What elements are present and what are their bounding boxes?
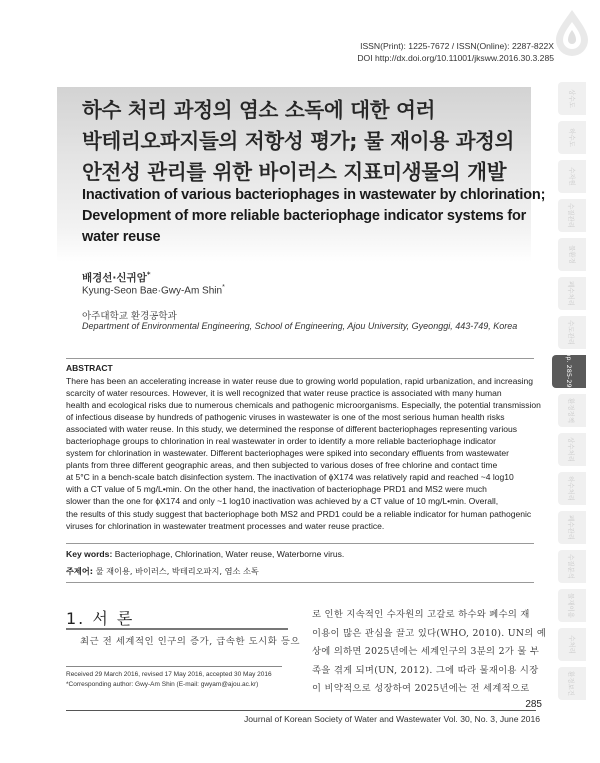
- received-dates: Received 29 March 2016, revised 17 May 2016, accepted 30 May 2016: [66, 671, 272, 678]
- sidebar-tab[interactable]: 수처리: [558, 628, 586, 661]
- author-names-english: Kyung-Seon Bae·Gwy-Am Shin*: [82, 284, 225, 297]
- affiliation-english: Department of Environmental Engineering, School of Engineering, Ajou University, Gyeonggi, 443-749, Korea: [82, 321, 518, 331]
- footnote-divider: [66, 666, 282, 667]
- body-text-right: 로 인한 지속적인 수자원의 고갈로 하수와 폐수의 재 이용이 많은 관심을 끌고 있다(WHO, 2010). UN의 예 상에 의하면 2025년에는 세계인구의 3분의 2가 물 부 족을 겪게 되며(UN, 2012). 그에 따라 물재이용 시장 이 비약적으로 성장하여 2025년에는 전 세계적으로: [312, 609, 547, 694]
- issn-text: ISSN(Print): 1225-7672 / ISSN(Online): 2287-822X: [360, 41, 554, 51]
- author-names-korean: 배경선·신귀암*: [82, 270, 151, 284]
- affiliation-korean: 아주대학교 환경공학과: [82, 311, 177, 322]
- sidebar-tab[interactable]: 하수도: [558, 121, 586, 154]
- sidebar-tab[interactable]: 하수처리: [558, 472, 586, 505]
- sidebar-tab-active[interactable]: pp. 285-291: [552, 355, 586, 388]
- sidebar-tab[interactable]: 수질관리: [558, 199, 586, 232]
- sidebar-tab[interactable]: 폐수처리: [558, 277, 586, 310]
- sidebar-tab[interactable]: 상수도: [558, 82, 586, 115]
- doi-link[interactable]: DOI http://dx.doi.org/10.11001/jksww.2016.30.3.285: [357, 53, 554, 63]
- sidebar-tab[interactable]: 환경보건: [558, 667, 586, 700]
- sidebar-tab[interactable]: 상수처리: [558, 433, 586, 466]
- header-meta: [194, 40, 554, 64]
- abstract-body: There has been an accelerating increase in water reuse due to growing world population, rapid urbanization, and increasing scarcity of water resources. However, it is well recognized that water reuse practice is associated with many human health and ecological risks due to numerous chemicals and pathogenic microorganisms. Especially, the potential transmission of infectious disease by hundreds of pathogenic viruses in wastewater is one of the most serious human health risks associated with water reuse. In this study, we determined the response of different bacteriophages representing various bacteriophage groups to chlorination in real wastewater in order to identify a more reliable bacteriophage indicator system for chlorination in wastewater. Different bacteriophages were spiked into secondary effluents from wastewater plants from three different geographic areas, and then subjected to various doses of free chlorine and contact time at 5°C in a bench-scale batch disinfection system. The inactivation of ϕX174 was relatively rapid and reached ~4 log10 with a CT value of 5 mg/L•min. On the other hand, the inactivation of bacteriophage PRD1 and MS2 were much slower than the one for ϕX174 and only ~1 log10 inactivation was achieved by a CT value of 10 mg/L•min. Overall, the results of this study suggest that bacteriophage both MS2 and PRD1 could be a reliable indicator for human pathogenic viruses for chlorination in wastewater treatment processes and water reuse practice.: [66, 376, 541, 531]
- korean-keywords: 주제어: 물 재이용, 바이러스, 박테리오파지, 염소 소독: [66, 566, 259, 576]
- sidebar-tab[interactable]: 수자원: [558, 160, 586, 193]
- footer-divider: [66, 710, 536, 711]
- journal-citation: Journal of Korean Society of Water and Wastewater Vol. 30, No. 3, June 2016: [243, 714, 540, 724]
- section-title: 1. 서 론: [66, 609, 135, 628]
- divider: [66, 358, 534, 359]
- keywords: Key words: Bacteriophage, Chlorination, Water reuse, Waterborne virus.: [66, 549, 345, 559]
- abstract-heading: ABSTRACT: [66, 363, 113, 373]
- sidebar-tab[interactable]: 수질분석: [558, 550, 586, 583]
- english-title: Inactivation of various bacteriophages in wastewater by chlorination; Development of more reliable bacteriophage indicator systems for water reuse: [82, 187, 546, 245]
- page-number: 285: [525, 699, 542, 710]
- korean-title: 하수 처리 과정의 염소 소독에 대한 여러 박테리오파지들의 저항성 평가; 물 재이용 과정의 안전성 관리를 위한 바이러스 지표미생물의 개발: [82, 98, 515, 184]
- sidebar-tab[interactable]: 물환경: [558, 238, 586, 271]
- sidebar-tab[interactable]: 폐수관리: [558, 511, 586, 544]
- journal-logo-icon: [552, 8, 592, 56]
- divider: [66, 543, 534, 544]
- section-underline: [66, 628, 288, 630]
- sidebar-tab[interactable]: 환경정책: [558, 394, 586, 427]
- sidebar-tabs: [558, 82, 586, 712]
- divider: [66, 582, 534, 583]
- sidebar-tab[interactable]: 수도관리: [558, 316, 586, 349]
- footnotes: [66, 670, 296, 690]
- corresponding-author: *Corresponding author: Gwy-Am Shin (E-mail: gwyam@ajou.ac.kr): [66, 681, 259, 688]
- sidebar-tab[interactable]: 물재이용: [558, 589, 586, 622]
- body-text-left: 최근 전 세계적인 인구의 증가, 급속한 도시화 등으: [80, 636, 301, 647]
